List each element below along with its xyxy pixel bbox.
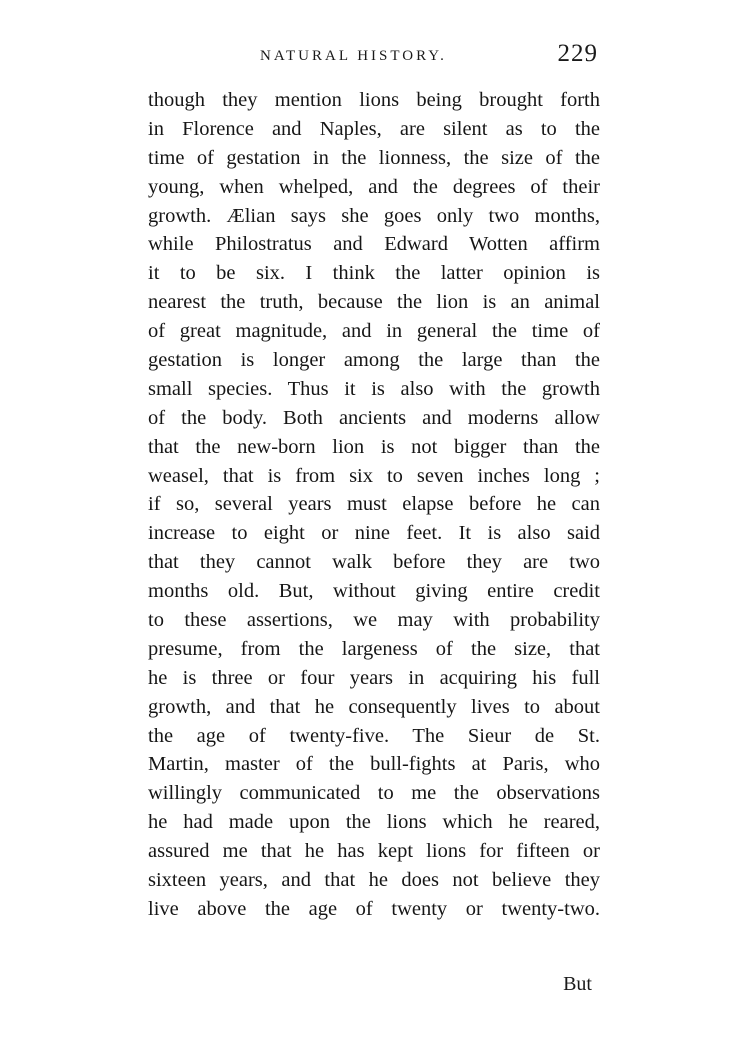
text-line: time of gestation in the lionness, the size of the	[148, 146, 600, 169]
running-head	[148, 42, 608, 72]
text-line: growth, and that he consequently lives to about	[148, 695, 600, 718]
text-line: increase to eight or nine feet. It is also said	[148, 522, 600, 545]
text-line: in Florence and Naples, are silent as to the	[148, 117, 600, 140]
text-line: to these assertions, we may with probability	[148, 609, 600, 632]
text-line: that they cannot walk before they are two	[148, 551, 600, 574]
text-line: small species. Thus it is also with the growth	[148, 377, 600, 400]
text-line: though they mention lions being brought forth	[148, 89, 600, 111]
text-line: young, when whelped, and the degrees of their	[148, 175, 600, 198]
text-line: he had made upon the lions which he reared,	[148, 811, 600, 834]
running-title: NATURAL HISTORY.	[260, 48, 447, 64]
body-text	[148, 86, 600, 924]
text-line: Martin, master of the bull-fights at Paris, who	[148, 753, 600, 776]
text-line: presume, from the largeness of the size, that	[148, 637, 600, 660]
page-number: 229	[557, 40, 598, 67]
text-line: the age of twenty-five. The Sieur de St.	[148, 724, 600, 747]
text-line: of great magnitude, and in general the time of	[148, 320, 600, 343]
text-line: nearest the truth, because the lion is an animal	[148, 291, 600, 314]
text-line: of the body. Both ancients and moderns allow	[148, 406, 600, 429]
text-line: that the new-born lion is not bigger than the	[148, 435, 600, 458]
text-line: weasel, that is from six to seven inches long ;	[148, 464, 600, 487]
text-line: gestation is longer among the large than the	[148, 349, 600, 372]
text-line: willingly communicated to me the observations	[148, 782, 600, 805]
text-line: growth. Ælian says she goes only two months,	[148, 204, 600, 227]
text-line: if so, several years must elapse before he can	[148, 493, 600, 516]
text-line: while Philostratus and Edward Wotten affirm	[148, 233, 600, 256]
text-line: months old. But, without giving entire credit	[148, 580, 600, 603]
text-line: it to be six. I think the latter opinion is	[148, 262, 600, 285]
text-line: live above the age of twenty or twenty-two.	[148, 897, 600, 920]
catchword: But	[563, 973, 592, 995]
text-line: he is three or four years in acquiring his full	[148, 666, 600, 689]
text-line: sixteen years, and that he does not believe they	[148, 869, 600, 892]
text-line: assured me that he has kept lions for fifteen or	[148, 840, 600, 863]
